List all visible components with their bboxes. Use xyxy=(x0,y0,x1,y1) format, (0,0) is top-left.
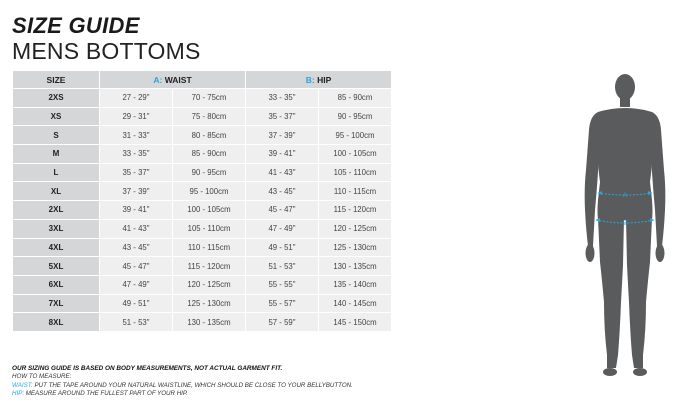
waist-cm-cell: 100 - 105cm xyxy=(173,201,245,219)
waist-inch-cell: 47 - 49" xyxy=(100,276,172,294)
table-header-row xyxy=(13,71,391,88)
size-cell: XS xyxy=(13,108,99,126)
hip-cm-cell: 125 - 130cm xyxy=(319,239,391,257)
waist-inch-cell: 35 - 37" xyxy=(100,164,172,182)
waist-cm-cell: 120 - 125cm xyxy=(173,276,245,294)
hip-cm-cell: 85 - 90cm xyxy=(319,89,391,107)
size-cell: 5XL xyxy=(13,257,99,275)
waist-instruction-text: PUT THE TAPE AROUND YOUR NATURAL WAISTLINE, WHICH SHOULD BE CLOSE TO YOUR BELLYBUTTON. xyxy=(32,381,353,389)
size-column-header: SIZE xyxy=(13,71,99,88)
hip-letter: B: xyxy=(305,74,315,85)
hip-cm-cell: 115 - 120cm xyxy=(319,201,391,219)
waist-cm-cell: 80 - 85cm xyxy=(173,126,245,144)
waist-cm-cell: 75 - 80cm xyxy=(173,108,245,126)
table-row xyxy=(13,295,391,313)
waist-cm-cell: 110 - 115cm xyxy=(173,239,245,257)
table-row xyxy=(13,145,391,163)
hip-inch-cell: 41 - 43" xyxy=(246,164,318,182)
size-table xyxy=(12,70,392,332)
table-row xyxy=(13,276,391,294)
size-cell: 2XS xyxy=(13,89,99,107)
measurement-notes xyxy=(12,365,353,399)
hip-cm-cell: 100 - 105cm xyxy=(319,145,391,163)
how-to-measure-heading: HOW TO MEASURE: xyxy=(12,373,72,381)
waist-inch-cell: 51 - 53" xyxy=(100,313,172,331)
waist-inch-cell: 39 - 41" xyxy=(100,201,172,219)
waist-inch-cell: 43 - 45" xyxy=(100,239,172,257)
hip-inch-cell: 43 - 45" xyxy=(246,182,318,200)
hip-cm-cell: 105 - 110cm xyxy=(319,164,391,182)
waist-cm-cell: 125 - 130cm xyxy=(173,295,245,313)
size-cell: S xyxy=(13,126,99,144)
waist-inch-cell: 41 - 43" xyxy=(100,220,172,238)
hip-cm-cell: 135 - 140cm xyxy=(319,276,391,294)
table-row xyxy=(13,201,391,219)
waist-column-header xyxy=(100,71,245,88)
table-row xyxy=(13,126,391,144)
waist-inch-cell: 29 - 31" xyxy=(100,108,172,126)
hip-key: HIP: xyxy=(12,390,25,398)
waist-cm-cell: 90 - 95cm xyxy=(173,164,245,182)
hip-cm-cell: 130 - 135cm xyxy=(319,257,391,275)
hip-inch-cell: 37 - 39" xyxy=(246,126,318,144)
waist-inch-cell: 45 - 47" xyxy=(100,257,172,275)
hip-column-header xyxy=(246,71,391,88)
size-cell: 6XL xyxy=(13,276,99,294)
page-title: SIZE GUIDE xyxy=(12,13,140,38)
size-cell: L xyxy=(13,164,99,182)
hip-inch-cell: 49 - 51" xyxy=(246,239,318,257)
waist-marker-label: A xyxy=(622,193,628,199)
waist-inch-cell: 37 - 39" xyxy=(100,182,172,200)
disclaimer-text: OUR SIZING GUIDE IS BASED ON BODY MEASUREMENTS, NOT ACTUAL GARMENT FIT. xyxy=(12,365,283,372)
table-row xyxy=(13,182,391,200)
size-cell: XL xyxy=(13,182,99,200)
size-cell: 4XL xyxy=(13,239,99,257)
body-silhouette-icon xyxy=(560,70,689,385)
hip-instruction-text: MEASURE AROUND THE FULLEST PART OF YOUR HIP. xyxy=(24,390,188,398)
size-cell: 7XL xyxy=(13,295,99,313)
hip-instruction xyxy=(12,390,353,398)
hip-label: HIP xyxy=(317,74,332,85)
waist-cm-cell: 85 - 90cm xyxy=(173,145,245,163)
table-row xyxy=(13,239,391,257)
hip-cm-cell: 95 - 100cm xyxy=(319,126,391,144)
size-cell: M xyxy=(13,145,99,163)
size-cell: 2XL xyxy=(13,201,99,219)
hip-inch-cell: 55 - 57" xyxy=(246,295,318,313)
waist-cm-cell: 115 - 120cm xyxy=(173,257,245,275)
table-row xyxy=(13,257,391,275)
size-cell: 8XL xyxy=(13,313,99,331)
waist-cm-cell: 95 - 100cm xyxy=(173,182,245,200)
waist-cm-cell: 70 - 75cm xyxy=(173,89,245,107)
table-row xyxy=(13,89,391,107)
hip-cm-cell: 120 - 125cm xyxy=(319,220,391,238)
hip-inch-cell: 45 - 47" xyxy=(246,201,318,219)
table-row xyxy=(13,313,391,331)
hip-inch-cell: 57 - 59" xyxy=(246,313,318,331)
hip-cm-cell: 110 - 115cm xyxy=(319,182,391,200)
hip-inch-cell: 39 - 41" xyxy=(246,145,318,163)
waist-inch-cell: 33 - 35" xyxy=(100,145,172,163)
hip-cm-cell: 90 - 95cm xyxy=(319,108,391,126)
page-subtitle: MENS BOTTOMS xyxy=(12,38,201,64)
hip-inch-cell: 47 - 49" xyxy=(246,220,318,238)
hip-cm-cell: 140 - 145cm xyxy=(319,295,391,313)
hip-inch-cell: 33 - 35" xyxy=(246,89,318,107)
hip-inch-cell: 55 - 55" xyxy=(246,276,318,294)
waist-inch-cell: 27 - 29" xyxy=(100,89,172,107)
waist-cm-cell: 105 - 110cm xyxy=(173,220,245,238)
waist-inch-cell: 49 - 51" xyxy=(100,295,172,313)
hip-marker-label: B xyxy=(622,221,628,227)
table-row xyxy=(13,220,391,238)
size-cell: 3XL xyxy=(13,220,99,238)
hip-cm-cell: 145 - 150cm xyxy=(319,313,391,331)
waist-cm-cell: 130 - 135cm xyxy=(173,313,245,331)
table-row xyxy=(13,108,391,126)
waist-letter: A: xyxy=(153,74,163,85)
waist-label: WAIST xyxy=(164,74,192,85)
hip-inch-cell: 51 - 53" xyxy=(246,257,318,275)
waist-key: WAIST: xyxy=(12,381,33,389)
table-row xyxy=(13,164,391,182)
waist-inch-cell: 31 - 33" xyxy=(100,126,172,144)
waist-instruction xyxy=(12,382,353,390)
hip-inch-cell: 35 - 37" xyxy=(246,108,318,126)
